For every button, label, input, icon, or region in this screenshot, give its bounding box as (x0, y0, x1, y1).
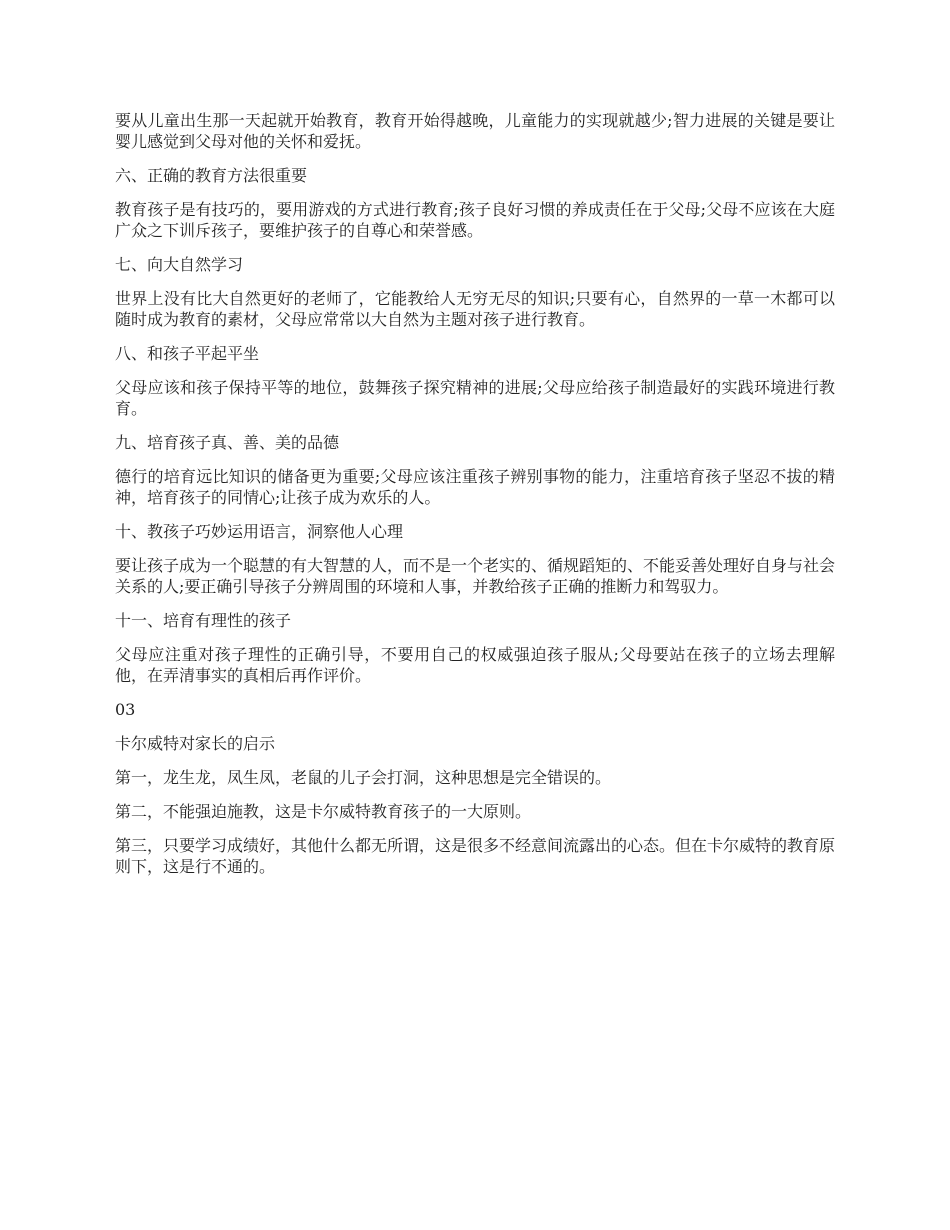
heading-six: 六、正确的教育方法很重要 (115, 166, 308, 185)
point-two: 第二，不能强迫施教，这是卡尔威特教育孩子的一大原则。 (115, 802, 532, 821)
paragraph-eight: 父母应该和孩子保持平等的地位，鼓舞孩子探究精神的进展;父母应给孩子制造最好的实践环境进行教育。 (115, 378, 835, 418)
heading-eleven: 十一、培育有理性的孩子 (115, 611, 292, 630)
paragraph-seven: 世界上没有比大自然更好的老师了，它能教给人无穷无尽的知识;只要有心，自然界的一草一木都可以随时成为教育的素材，父母应常常以大自然为主题对孩子进行教育。 (115, 289, 835, 329)
document-page (115, 110, 835, 890)
paragraph-six: 教育孩子是有技巧的，要用游戏的方式进行教育;孩子良好习惯的养成责任在于父母;父母不应该在大庭广众之下训斥孩子，要维护孩子的自尊心和荣誉感。 (115, 200, 835, 240)
paragraph-eleven: 父母应注重对孩子理性的正确引导，不要用自己的权威强迫孩子服从;父母要站在孩子的立场去理解他，在弄清事实的真相后再作评价。 (115, 645, 835, 685)
heading-nine: 九、培育孩子真、善、美的品德 (115, 433, 340, 452)
point-one: 第一，龙生龙，凤生凤，老鼠的儿子会打洞，这种思想是完全错误的。 (115, 768, 612, 787)
section-number: 03 (115, 700, 136, 719)
point-three: 第三，只要学习成绩好，其他什么都无所谓，这是很多不经意间流露出的心态。但在卡尔威特的教育原则下，这是行不通的。 (115, 836, 836, 876)
heading-ten: 十、教孩子巧妙运用语言，洞察他人心理 (115, 522, 404, 541)
paragraph-nine: 德行的培育远比知识的储备更为重要;父母应该注重孩子辨别事物的能力，注重培育孩子坚忍不拔的精神，培育孩子的同情心;让孩子成为欢乐的人。 (115, 467, 835, 507)
heading-eight: 八、和孩子平起平坐 (115, 344, 260, 363)
intro-paragraph: 要从儿童出生那一天起就开始教育，教育开始得越晚，儿童能力的实现就越少;智力进展的关键是要让婴儿感觉到父母对他的关怀和爱抚。 (115, 111, 835, 151)
paragraph-ten: 要让孩子成为一个聪慧的有大智慧的人，而不是一个老实的、循规蹈矩的、不能妥善处理好自身与社会关系的人;要正确引导孩子分辨周围的环境和人事，并教给孩子正确的推断力和驾驭力。 (115, 556, 836, 596)
heading-seven: 七、向大自然学习 (115, 255, 244, 274)
section-title: 卡尔威特对家长的启示 (115, 734, 276, 753)
